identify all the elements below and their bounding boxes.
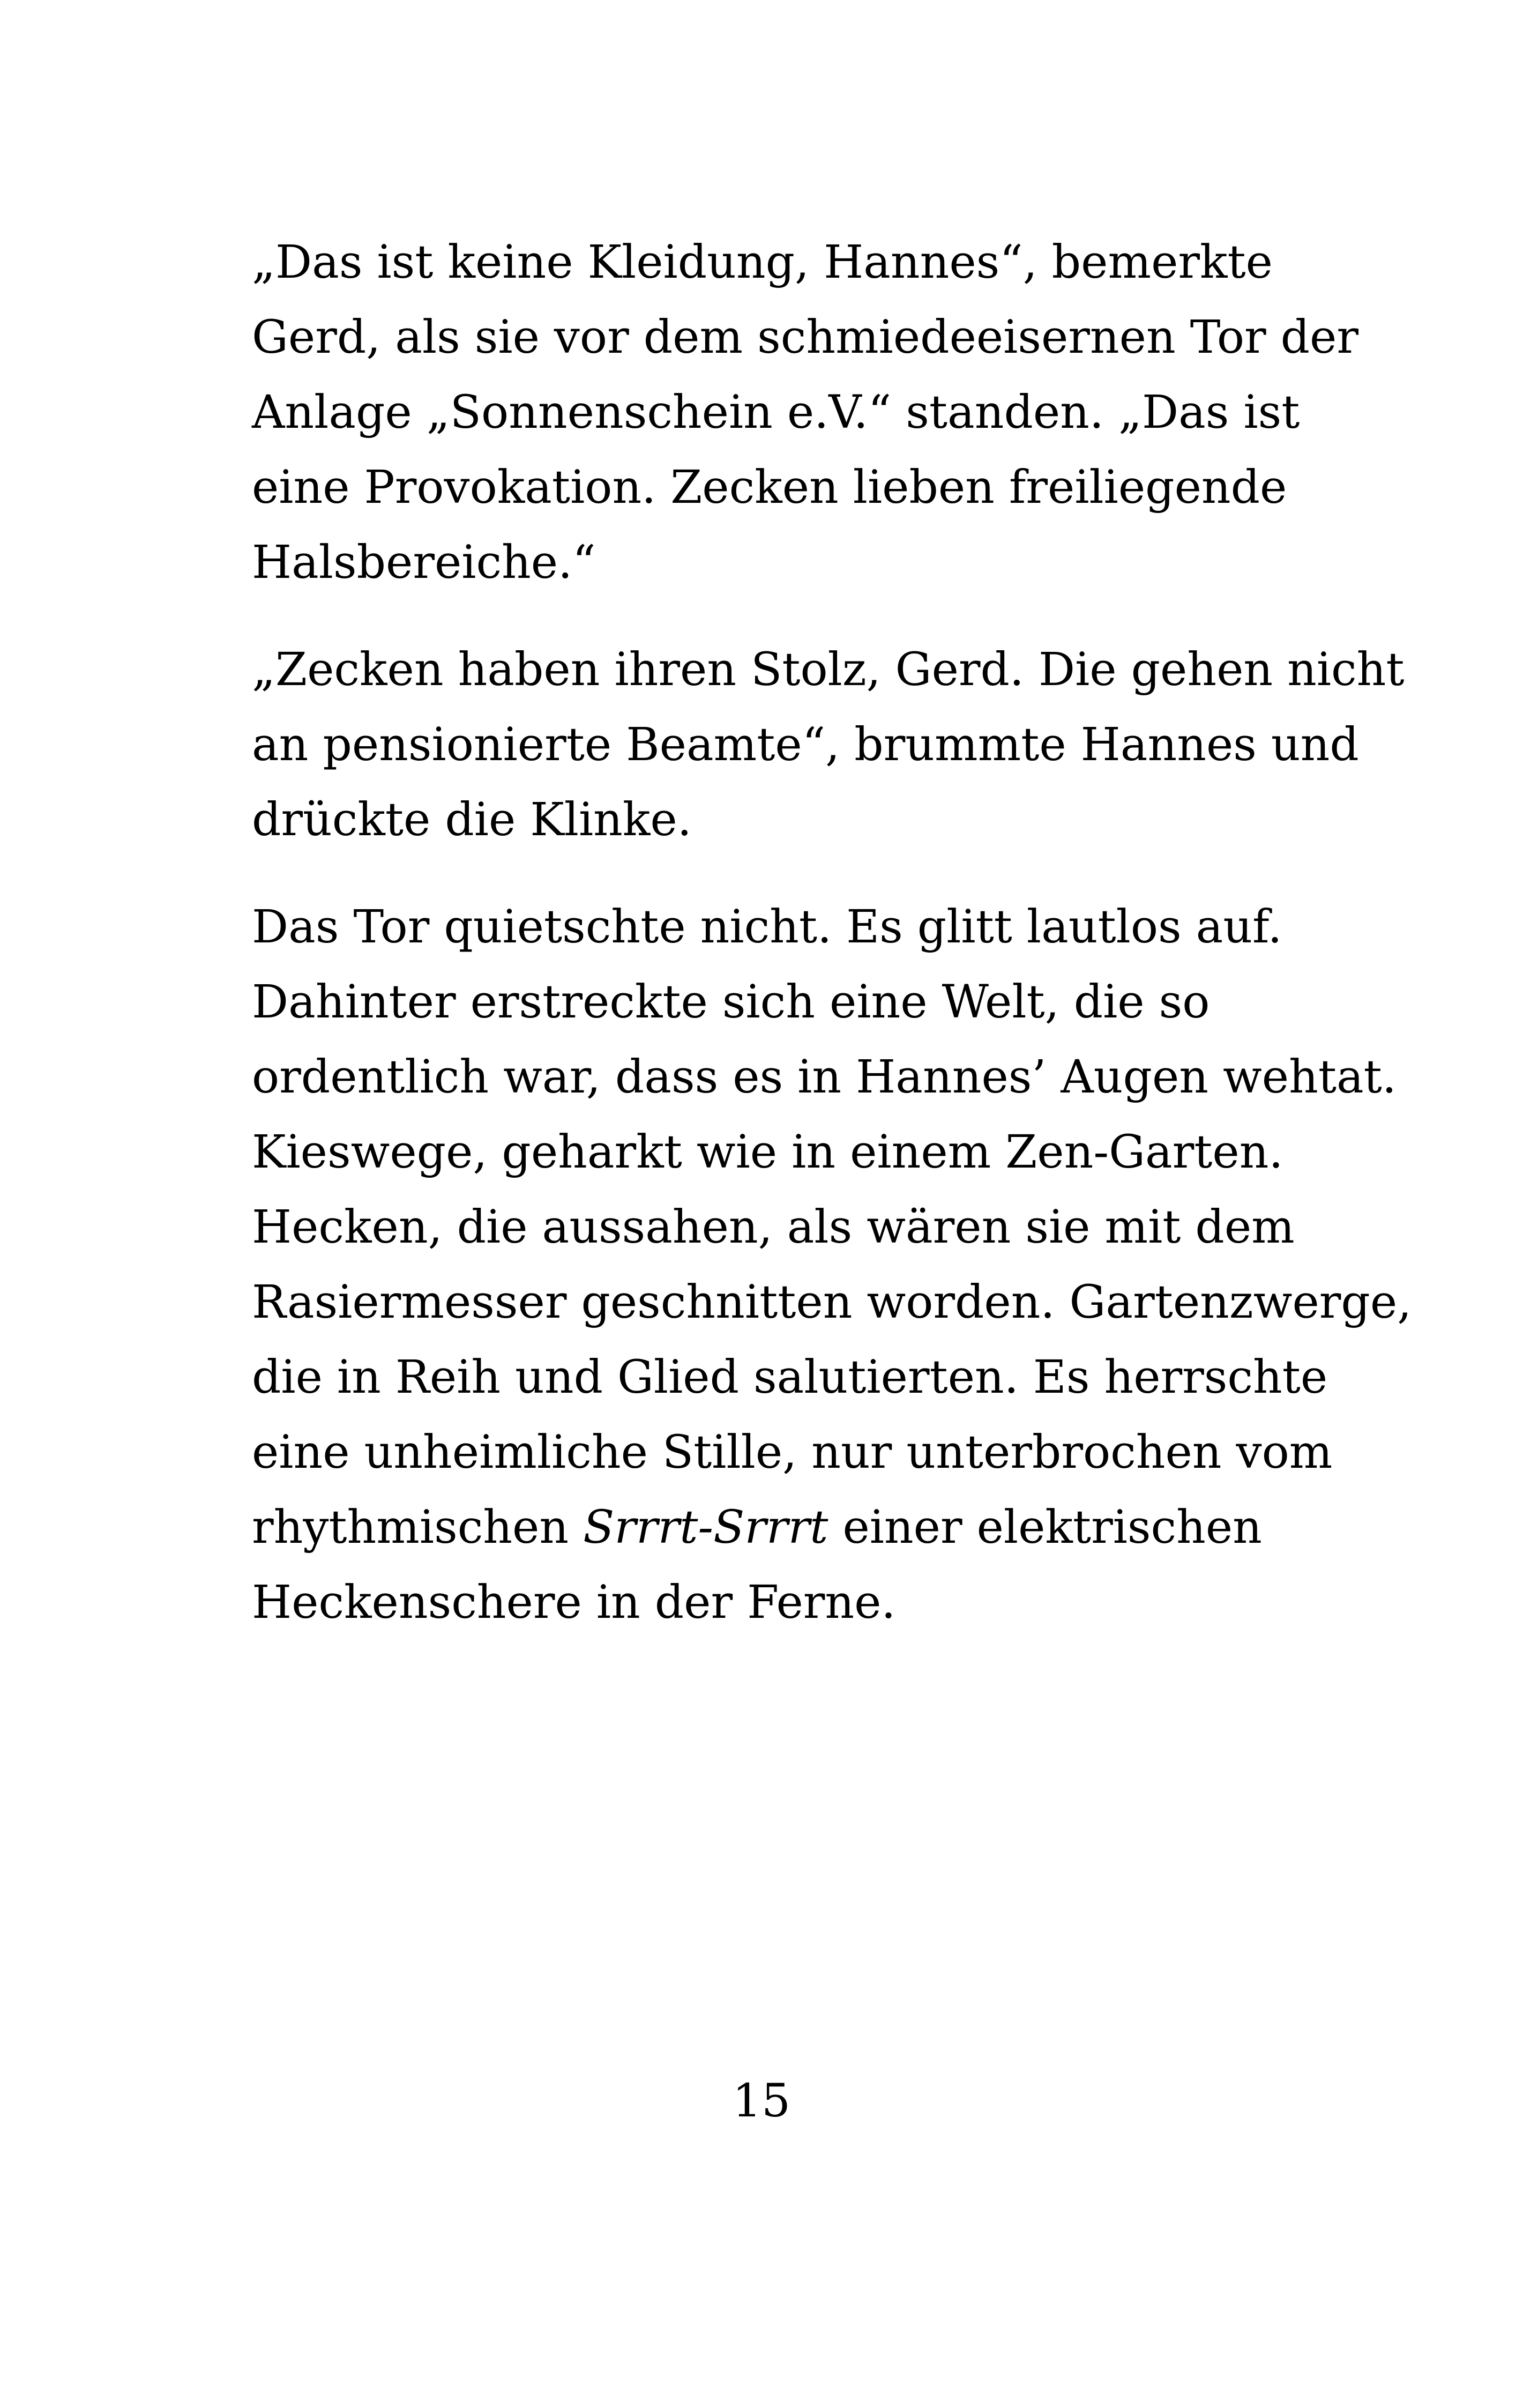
text-line: Rasiermesser geschnitten worden. Gartenzwerge,	[252, 1276, 1412, 1329]
text-line: Hecken, die aussahen, als wären sie mit dem	[252, 1201, 1295, 1254]
paragraph-2	[252, 633, 1405, 858]
text-segment: rhythmischen	[252, 1501, 584, 1554]
text-line: Heckenschere in der Ferne.	[252, 1576, 896, 1629]
text-line: „Zecken haben ihren Stolz, Gerd. Die gehen nicht	[252, 643, 1405, 696]
paragraph-spacer	[252, 858, 1329, 890]
text-line: eine unheimliche Stille, nur unterbrochen vom	[252, 1426, 1333, 1479]
text-line: Gerd, als sie vor dem schmiedeeisernen Tor der	[252, 311, 1358, 364]
paragraph-1	[252, 225, 1358, 600]
page-number: 15	[732, 2075, 791, 2128]
text-segment: einer elektrischen	[828, 1501, 1262, 1554]
text-line: an pensionierte Beamte“, brummte Hannes und	[252, 718, 1359, 771]
text-line: Kieswege, geharkt wie in einem Zen-Garten.	[252, 1126, 1283, 1179]
body-text	[252, 225, 1412, 1640]
text-line: Das Tor quietschte nicht. Es glitt lautlos auf.	[252, 901, 1282, 954]
italic-onomatopoeia: Srrrt-Srrrt	[583, 1501, 828, 1554]
text-line: die in Reih und Glied salutierten. Es herrschte	[252, 1351, 1328, 1404]
text-line: ordentlich war, dass es in Hannes’ Augen wehtat.	[252, 1051, 1397, 1104]
text-line: Dahinter erstreckte sich eine Welt, die so	[252, 976, 1210, 1029]
text-line: Halsbereiche.“	[252, 536, 596, 589]
text-line: eine Provokation. Zecken lieben freiliegende	[252, 461, 1287, 514]
paragraph-3	[252, 890, 1412, 1640]
text-line: Anlage „Sonnenschein e.V.“ standen. „Das ist	[252, 386, 1300, 439]
paragraph-spacer	[252, 600, 1329, 633]
text-line-with-italic	[252, 1490, 1329, 1565]
text-line: drückte die Klinke.	[252, 793, 692, 846]
text-line: „Das ist keine Kleidung, Hannes“, bemerkte	[252, 236, 1273, 289]
